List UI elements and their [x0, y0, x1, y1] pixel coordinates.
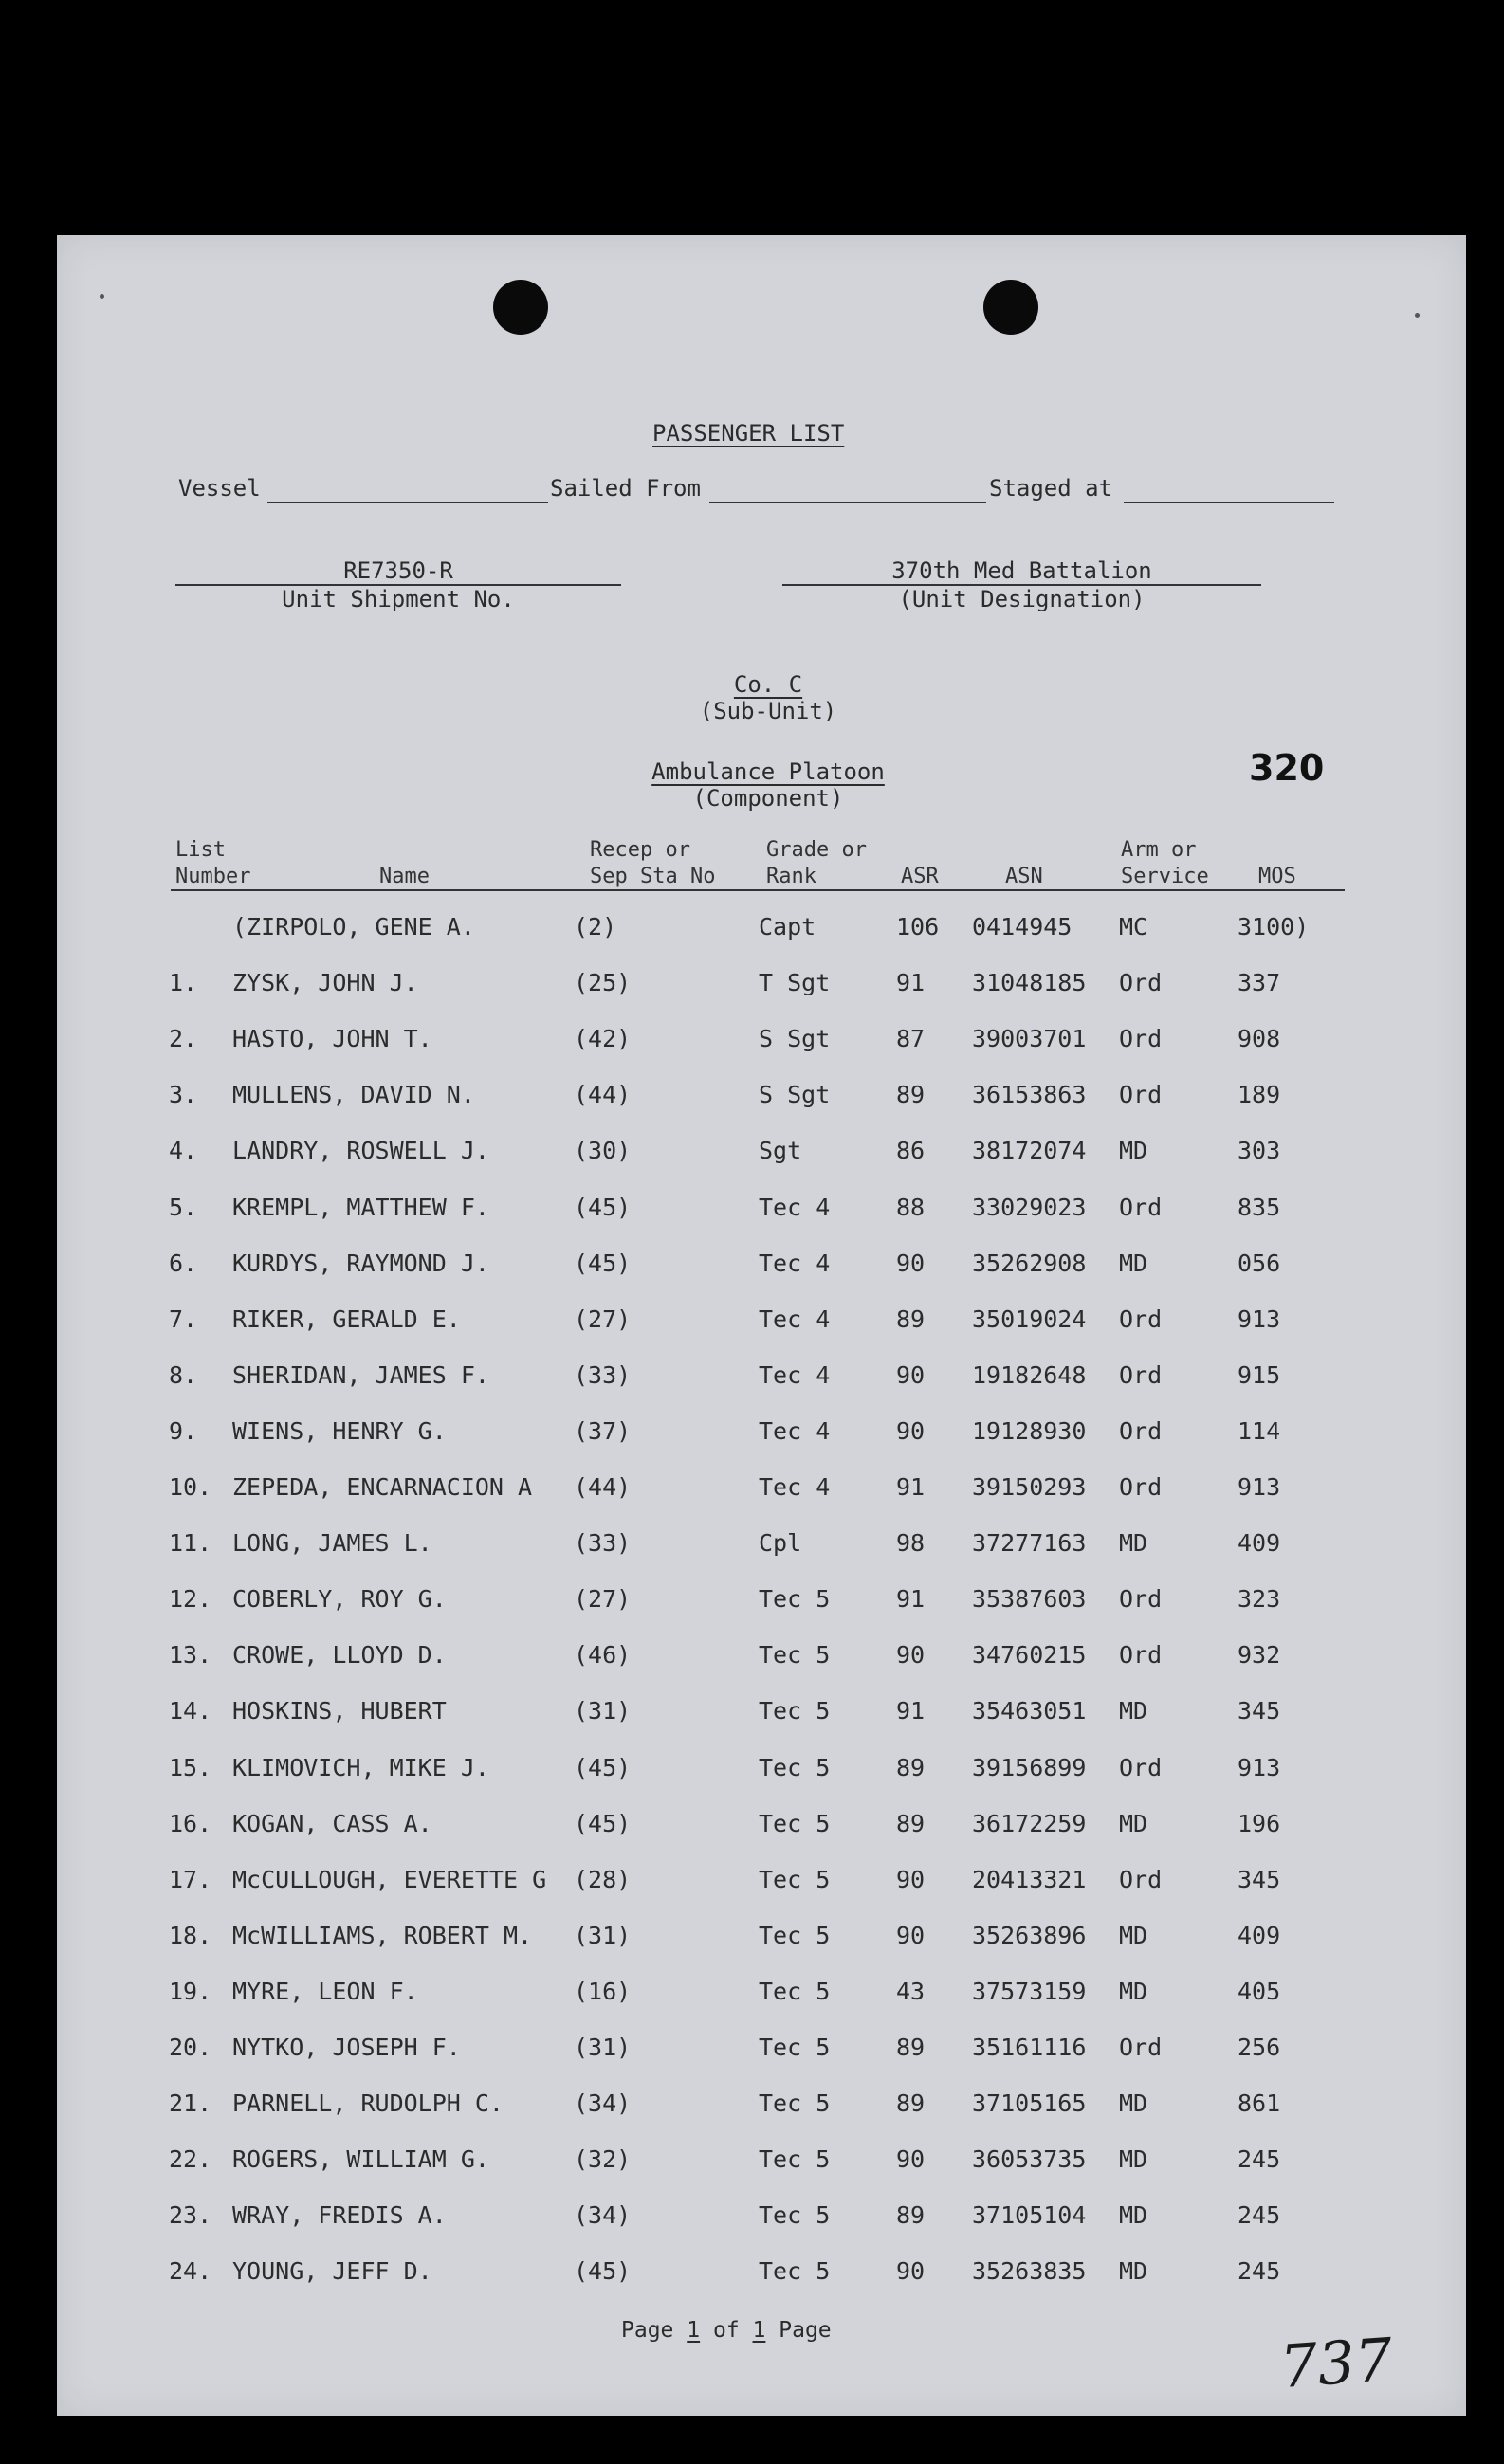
- cell-num: 22.: [169, 2145, 212, 2174]
- cell-mos: 303: [1238, 1137, 1281, 1165]
- cell-arm: MD: [1119, 1977, 1148, 2005]
- sailed-from-blank: [709, 502, 986, 503]
- cell-asr: 90: [896, 1641, 926, 1670]
- cell-asr: 90: [896, 2257, 926, 2286]
- cell-name: MULLENS, DAVID N.: [232, 1081, 475, 1109]
- cell-asn: 36153863: [972, 1081, 1087, 1109]
- cell-asn: 35263896: [972, 1921, 1087, 1949]
- cell-num: 1.: [169, 969, 198, 997]
- cell-sta: (34): [574, 2090, 632, 2118]
- cell-arm: Ord: [1119, 1305, 1163, 1333]
- cell-mos: 345: [1238, 1697, 1281, 1725]
- cell-num: 11.: [169, 1529, 212, 1558]
- cell-mos: 245: [1238, 2145, 1281, 2174]
- col-list-number-1: List: [175, 838, 226, 862]
- cell-sta: (37): [574, 1416, 632, 1445]
- cell-grade: Tec 4: [759, 1473, 831, 1501]
- cell-mos: 323: [1238, 1585, 1281, 1614]
- cell-num: 7.: [169, 1305, 198, 1333]
- cell-grade: Sgt: [759, 1137, 802, 1165]
- cell-num: 8.: [169, 1360, 198, 1389]
- table-row: [57, 1754, 1466, 1810]
- col-asr: ASR: [901, 865, 939, 888]
- col-asn: ASN: [1005, 865, 1043, 888]
- cell-asn: 35262908: [972, 1249, 1087, 1277]
- cell-grade: Tec 5: [759, 1641, 831, 1670]
- cell-num: 5.: [169, 1193, 198, 1221]
- cell-num: 4.: [169, 1137, 198, 1165]
- cell-asr: 91: [896, 1697, 926, 1725]
- cell-sta: (45): [574, 1249, 632, 1277]
- cell-asr: 89: [896, 2034, 926, 2061]
- punch-hole: [983, 280, 1038, 335]
- cell-asn: 39156899: [972, 1753, 1087, 1781]
- table-row: [57, 1978, 1466, 2034]
- speck: [100, 294, 104, 299]
- cell-arm: Ord: [1119, 1025, 1163, 1053]
- sub-unit: Co. C: [733, 671, 803, 698]
- cell-asr: 89: [896, 1753, 926, 1781]
- cell-asn: 37105104: [972, 2201, 1087, 2230]
- table-row: [57, 1417, 1466, 1473]
- cell-asr: 90: [896, 1416, 926, 1445]
- cell-num: 2.: [169, 1025, 198, 1053]
- cell-arm: Ord: [1119, 1865, 1163, 1893]
- col-arm-1: Arm or: [1121, 838, 1197, 862]
- cell-asn: 34760215: [972, 1641, 1087, 1670]
- cell-grade: T Sgt: [759, 969, 831, 997]
- cell-asn: 31048185: [972, 969, 1087, 997]
- table-row: [57, 1305, 1466, 1361]
- col-list-number-2: Number: [175, 865, 251, 888]
- cell-mos: 861: [1238, 2090, 1281, 2118]
- cell-arm: Ord: [1119, 1081, 1163, 1109]
- cell-grade: Tec 5: [759, 1753, 831, 1781]
- cell-arm: MD: [1119, 1529, 1148, 1558]
- cell-num: 24.: [169, 2257, 212, 2286]
- cell-arm: Ord: [1119, 1193, 1163, 1221]
- cell-name: ROGERS, WILLIAM G.: [232, 2145, 489, 2174]
- component: Ambulance Platoon: [651, 758, 885, 785]
- table-row: [57, 1866, 1466, 1922]
- cell-mos: 913: [1238, 1753, 1281, 1781]
- cell-num: 14.: [169, 1697, 212, 1725]
- cell-asn: 35019024: [972, 1305, 1087, 1333]
- cell-asn: 39150293: [972, 1473, 1087, 1501]
- cell-name: KOGAN, CASS A.: [232, 1809, 432, 1837]
- table-row: [57, 1194, 1466, 1250]
- cell-asn: 35263835: [972, 2257, 1087, 2286]
- cell-arm: MD: [1119, 1137, 1148, 1165]
- cell-num: 13.: [169, 1641, 212, 1670]
- table-row: [57, 969, 1466, 1025]
- cell-mos: 114: [1238, 1416, 1281, 1445]
- cell-asr: 89: [896, 1305, 926, 1333]
- cell-asn: 35161116: [972, 2034, 1087, 2061]
- cell-sta: (31): [574, 1921, 632, 1949]
- cell-asr: 89: [896, 2201, 926, 2230]
- cell-sta: (46): [574, 1641, 632, 1670]
- cell-mos: 908: [1238, 1025, 1281, 1053]
- table-row: [57, 2090, 1466, 2145]
- table-row: [57, 1081, 1466, 1137]
- cell-asn: 19182648: [972, 1360, 1087, 1389]
- cell-asr: 90: [896, 1249, 926, 1277]
- cell-grade: Tec 4: [759, 1305, 831, 1333]
- cell-grade: Tec 5: [759, 2090, 831, 2118]
- footer-total: 1: [752, 2318, 766, 2343]
- cell-mos: 3100): [1238, 913, 1310, 940]
- cell-grade: S Sgt: [759, 1081, 831, 1109]
- cell-sta: (45): [574, 1193, 632, 1221]
- cell-asn: 37573159: [972, 1977, 1087, 2005]
- cell-asn: 37105165: [972, 2090, 1087, 2118]
- cell-name: MYRE, LEON F.: [232, 1977, 418, 2005]
- table-row: [57, 2034, 1466, 2090]
- cell-name: KLIMOVICH, MIKE J.: [232, 1753, 489, 1781]
- cell-grade: Tec 5: [759, 1585, 831, 1614]
- table-row: [57, 2201, 1466, 2257]
- cell-asn: 37277163: [972, 1529, 1087, 1558]
- cell-num: 9.: [169, 1416, 198, 1445]
- cell-grade: Tec 5: [759, 1809, 831, 1837]
- cell-grade: Tec 5: [759, 2201, 831, 2230]
- cell-grade: Tec 4: [759, 1249, 831, 1277]
- cell-asr: 86: [896, 1137, 926, 1165]
- cell-sta: (31): [574, 2034, 632, 2061]
- cell-asr: 91: [896, 1585, 926, 1614]
- cell-mos: 915: [1238, 1360, 1281, 1389]
- cell-mos: 409: [1238, 1529, 1281, 1558]
- document-title: PASSENGER LIST: [652, 420, 845, 447]
- cell-arm: Ord: [1119, 1585, 1163, 1614]
- col-recep-2: Sep Sta No: [590, 865, 716, 888]
- cell-arm: Ord: [1119, 969, 1163, 997]
- cell-grade: Tec 4: [759, 1193, 831, 1221]
- cell-grade: Cpl: [759, 1529, 802, 1558]
- cell-num: 6.: [169, 1249, 198, 1277]
- cell-arm: MD: [1119, 2145, 1148, 2174]
- cell-num: 3.: [169, 1081, 198, 1109]
- cell-num: 19.: [169, 1977, 212, 2005]
- cell-sta: (25): [574, 969, 632, 997]
- cell-arm: MD: [1119, 2201, 1148, 2230]
- cell-mos: 409: [1238, 1921, 1281, 1949]
- cell-sta: (33): [574, 1360, 632, 1389]
- page-footer: [621, 2318, 832, 2343]
- cell-name: ZEPEDA, ENCARNACION A: [232, 1473, 533, 1501]
- cell-name: LANDRY, ROSWELL J.: [232, 1137, 489, 1165]
- cell-mos: 913: [1238, 1473, 1281, 1501]
- cell-arm: MD: [1119, 2257, 1148, 2286]
- cell-mos: 189: [1238, 1081, 1281, 1109]
- col-mos: MOS: [1258, 865, 1296, 888]
- col-arm-2: Service: [1121, 865, 1209, 888]
- cell-name: LONG, JAMES L.: [232, 1529, 432, 1558]
- unit-shipment-label: Unit Shipment No.: [282, 586, 515, 612]
- cell-grade: Tec 5: [759, 1977, 831, 2005]
- cell-sta: (2): [574, 913, 617, 940]
- cell-sta: (45): [574, 1753, 632, 1781]
- footer-page: 1: [687, 2318, 701, 2343]
- cell-asn: 19128930: [972, 1416, 1087, 1445]
- cell-name: SHERIDAN, JAMES F.: [232, 1360, 489, 1389]
- passenger-list-page: [57, 235, 1466, 2416]
- cell-name: RIKER, GERALD E.: [232, 1305, 461, 1333]
- header-rule: [171, 889, 1345, 891]
- cell-name: WIENS, HENRY G.: [232, 1416, 447, 1445]
- cell-name: (ZIRPOLO, GENE A.: [232, 913, 475, 940]
- cell-sta: (44): [574, 1473, 632, 1501]
- component-label: (Component): [692, 785, 844, 812]
- cell-grade: S Sgt: [759, 1025, 831, 1053]
- cell-sta: (27): [574, 1305, 632, 1333]
- table-row: [57, 2145, 1466, 2201]
- cell-name: KREMPL, MATTHEW F.: [232, 1193, 489, 1221]
- cell-mos: 835: [1238, 1193, 1281, 1221]
- col-grade-2: Rank: [766, 865, 816, 888]
- cell-mos: 256: [1238, 2034, 1281, 2061]
- vessel-blank: [267, 502, 548, 503]
- cell-asr: 89: [896, 1081, 926, 1109]
- staged-at-blank: [1124, 502, 1334, 503]
- cell-num: 20.: [169, 2034, 212, 2061]
- cell-grade: Tec 4: [759, 1360, 831, 1389]
- table-row: [57, 1585, 1466, 1641]
- cell-sta: (27): [574, 1585, 632, 1614]
- cell-asn: 36172259: [972, 1809, 1087, 1837]
- cell-asr: 98: [896, 1529, 926, 1558]
- cell-num: 10.: [169, 1473, 212, 1501]
- cell-arm: MD: [1119, 1249, 1148, 1277]
- table-row: [57, 1922, 1466, 1978]
- cell-asr: 90: [896, 2145, 926, 2174]
- cell-num: 23.: [169, 2201, 212, 2230]
- cell-asn: 20413321: [972, 1865, 1087, 1893]
- cell-name: PARNELL, RUDOLPH C.: [232, 2090, 504, 2118]
- cell-mos: 337: [1238, 969, 1281, 997]
- staged-at-label: Staged at: [989, 475, 1113, 502]
- cell-name: YOUNG, JEFF D.: [232, 2257, 432, 2286]
- cell-sta: (28): [574, 1865, 632, 1893]
- table-row: [57, 1473, 1466, 1529]
- speck: [1415, 313, 1420, 318]
- cell-asr: 88: [896, 1193, 926, 1221]
- table-row: [57, 1641, 1466, 1697]
- cell-arm: MD: [1119, 1809, 1148, 1837]
- cell-arm: Ord: [1119, 1753, 1163, 1781]
- table-row: [57, 1697, 1466, 1753]
- sailed-from-label: Sailed From: [550, 475, 701, 502]
- cell-num: 17.: [169, 1865, 212, 1893]
- cell-asn: 0414945: [972, 913, 1073, 940]
- col-recep-1: Recep or: [590, 838, 690, 862]
- cell-arm: MD: [1119, 1697, 1148, 1725]
- cell-num: 15.: [169, 1753, 212, 1781]
- cell-sta: (34): [574, 2201, 632, 2230]
- cell-name: McWILLIAMS, ROBERT M.: [232, 1921, 533, 1949]
- cell-asr: 106: [896, 913, 940, 940]
- cell-asr: 43: [896, 1977, 926, 2005]
- cell-sta: (42): [574, 1025, 632, 1053]
- cell-name: McCULLOUGH, EVERETTE G: [232, 1865, 547, 1893]
- cell-arm: MC: [1119, 913, 1148, 940]
- cell-name: WRAY, FREDIS A.: [232, 2201, 447, 2230]
- cell-sta: (33): [574, 1529, 632, 1558]
- cell-num: 12.: [169, 1585, 212, 1614]
- table-row: [57, 1810, 1466, 1866]
- cell-name: CROWE, LLOYD D.: [232, 1641, 447, 1670]
- footer-of: of: [712, 2318, 740, 2343]
- cell-sta: (44): [574, 1081, 632, 1109]
- cell-name: COBERLY, ROY G.: [232, 1585, 447, 1614]
- cell-mos: 405: [1238, 1977, 1281, 2005]
- cell-asr: 90: [896, 1865, 926, 1893]
- col-name: Name: [379, 865, 430, 888]
- cell-mos: 056: [1238, 1249, 1281, 1277]
- cell-arm: MD: [1119, 2090, 1148, 2118]
- cell-mos: 196: [1238, 1809, 1281, 1837]
- footer-suffix: Page: [779, 2318, 832, 2343]
- cell-asr: 91: [896, 1473, 926, 1501]
- cell-grade: Tec 5: [759, 1921, 831, 1949]
- cell-arm: Ord: [1119, 1641, 1163, 1670]
- cell-mos: 913: [1238, 1305, 1281, 1333]
- cell-sta: (16): [574, 1977, 632, 2005]
- cell-sta: (30): [574, 1137, 632, 1165]
- cell-asr: 89: [896, 1809, 926, 1837]
- cell-asn: 33029023: [972, 1193, 1087, 1221]
- cell-sta: (45): [574, 2257, 632, 2286]
- cell-asn: 36053735: [972, 2145, 1087, 2174]
- cell-grade: Capt: [759, 913, 816, 940]
- table-row: [57, 1025, 1466, 1081]
- cell-grade: Tec 5: [759, 2257, 831, 2286]
- cell-arm: Ord: [1119, 1360, 1163, 1389]
- cell-asr: 89: [896, 2090, 926, 2118]
- unit-shipment-no: RE7350-R: [343, 557, 453, 584]
- cell-asn: 35387603: [972, 1585, 1087, 1614]
- cell-name: ZYSK, JOHN J.: [232, 969, 418, 997]
- cell-num: 21.: [169, 2090, 212, 2118]
- cell-arm: Ord: [1119, 1473, 1163, 1501]
- punch-hole: [493, 280, 548, 335]
- cell-grade: Tec 5: [759, 2034, 831, 2061]
- cell-asr: 90: [896, 1921, 926, 1949]
- cell-name: KURDYS, RAYMOND J.: [232, 1249, 489, 1277]
- table-row: [57, 1250, 1466, 1305]
- table-row: [57, 1361, 1466, 1417]
- cell-asr: 87: [896, 1025, 926, 1053]
- table-row: [57, 913, 1466, 969]
- page-stamp-number: 320: [1249, 747, 1325, 789]
- col-grade-1: Grade or: [766, 838, 867, 862]
- cell-mos: 345: [1238, 1865, 1281, 1893]
- cell-asr: 90: [896, 1360, 926, 1389]
- table-row: [57, 1529, 1466, 1585]
- cell-sta: (31): [574, 1697, 632, 1725]
- cell-mos: 245: [1238, 2201, 1281, 2230]
- cell-asn: 39003701: [972, 1025, 1087, 1053]
- table-row: [57, 2257, 1466, 2313]
- sub-unit-label: (Sub-Unit): [699, 698, 837, 724]
- cell-grade: Tec 5: [759, 1697, 831, 1725]
- cell-arm: Ord: [1119, 2034, 1163, 2061]
- cell-sta: (45): [574, 1809, 632, 1837]
- cell-arm: MD: [1119, 1921, 1148, 1949]
- cell-asn: 35463051: [972, 1697, 1087, 1725]
- cell-mos: 245: [1238, 2257, 1281, 2286]
- cell-arm: Ord: [1119, 1416, 1163, 1445]
- unit-designation: 370th Med Battalion: [891, 557, 1152, 584]
- cell-name: NYTKO, JOSEPH F.: [232, 2034, 461, 2061]
- unit-designation-label: (Unit Designation): [898, 586, 1146, 612]
- cell-grade: Tec 5: [759, 2145, 831, 2174]
- cell-sta: (32): [574, 2145, 632, 2174]
- cell-mos: 932: [1238, 1641, 1281, 1670]
- cell-name: HASTO, JOHN T.: [232, 1025, 432, 1053]
- cell-num: 18.: [169, 1921, 212, 1949]
- cell-asn: 38172074: [972, 1137, 1087, 1165]
- cell-grade: Tec 5: [759, 1865, 831, 1893]
- vessel-label: Vessel: [178, 475, 261, 502]
- cell-num: 16.: [169, 1809, 212, 1837]
- table-row: [57, 1137, 1466, 1193]
- footer-prefix: Page: [621, 2318, 674, 2343]
- cell-grade: Tec 4: [759, 1416, 831, 1445]
- cell-asr: 91: [896, 969, 926, 997]
- cell-name: HOSKINS, HUBERT: [232, 1697, 447, 1725]
- handwritten-number: 737: [1277, 2324, 1395, 2402]
